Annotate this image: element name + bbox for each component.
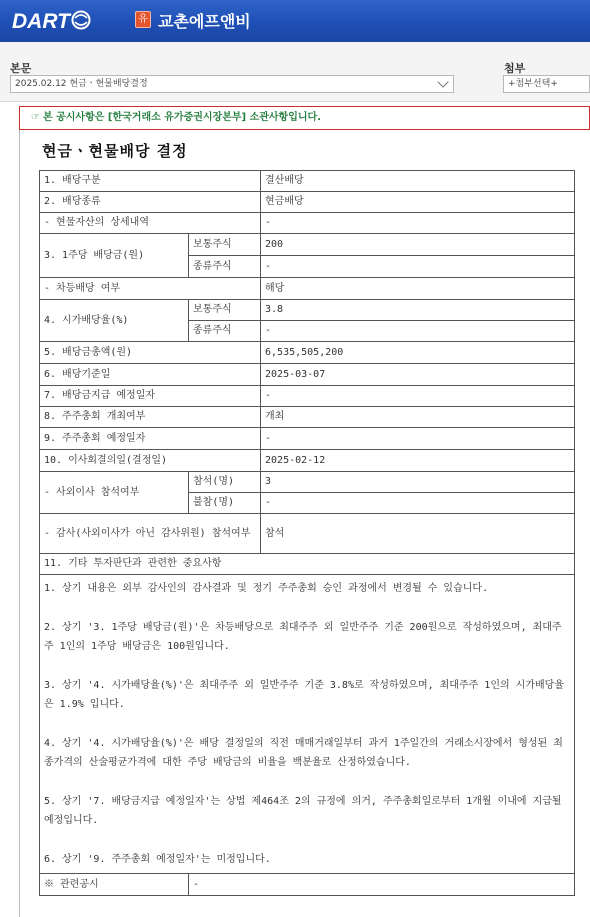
cell-value: 200 [261, 234, 575, 256]
cell-sublabel: 불참(명) [189, 493, 261, 514]
notice-text: 본 공시사항은 [한국거래소 유가증권시장본부] 소관사항입니다. [42, 112, 321, 123]
cell-label: - 사외이사 참석여부 [40, 472, 189, 514]
globe-icon [71, 10, 91, 34]
cell-value: 2025-02-12 [261, 450, 575, 472]
attachment-label: 첨부 [504, 62, 526, 75]
cell-value: - [261, 256, 575, 278]
jurisdiction-notice [19, 106, 590, 130]
cell-sublabel: 보통주식 [189, 300, 261, 321]
cell-value: - [261, 321, 575, 342]
cell-value: - [189, 874, 575, 896]
cell-label: ※ 관련공시 [40, 874, 189, 896]
cell-sublabel: 종류주식 [189, 256, 261, 278]
cell-label: 7. 배당금지급 예정일자 [40, 386, 261, 407]
cell-sublabel: 보통주식 [189, 234, 261, 256]
table-row [40, 874, 575, 896]
table-row [40, 575, 575, 874]
chevron-down-icon [437, 76, 448, 87]
cell-label: 5. 배당금총액(원) [40, 342, 261, 364]
logo-text: DART [12, 10, 70, 33]
market-badge: 유 [135, 11, 151, 28]
cell-label: 1. 배당구분 [40, 171, 261, 192]
document-title: 현금ㆍ현물배당 결정 [42, 142, 188, 160]
table-row [40, 342, 575, 364]
table-row [40, 554, 575, 575]
cell-sublabel: 종류주식 [189, 321, 261, 342]
note-paragraph: 6. 상기 '9. 주주총회 예정일자'는 미정입니다. [44, 854, 271, 865]
cell-label: - 감사(사외이사가 아닌 감사위원) 참석여부 [40, 514, 261, 554]
note-paragraph: 1. 상기 내용은 외부 감사인의 감사결과 및 정기 주주총회 승인 과정에서 변경될 수 있습니다. [44, 583, 489, 594]
cell-value: 3 [261, 472, 575, 493]
note-paragraph: 3. 상기 '4. 시가배당율(%)'은 최대주주 외 일반주주 기준 3.8%로 작성하였으며, 최대주주 1인의 시가배당율은 1.9% 입니다. [44, 680, 564, 710]
cell-sublabel: 참석(명) [189, 472, 261, 493]
main-text-label: 본문 [10, 62, 32, 75]
table-row [40, 514, 575, 554]
cell-label: 8. 주주총회 개최여부 [40, 407, 261, 428]
table-row [40, 234, 575, 256]
cell-label: 10. 이사회결의일(결정일) [40, 450, 261, 472]
cell-value: 결산배당 [261, 171, 575, 192]
cell-label: 11. 기타 투자판단과 관련한 중요사항 [40, 554, 575, 575]
cell-label: 2. 배당종류 [40, 192, 261, 213]
table-row [40, 472, 575, 493]
table-row [40, 278, 575, 300]
attachment-select[interactable] [503, 75, 590, 93]
table-row [40, 428, 575, 450]
cell-label: - 현물자산의 상세내역 [40, 213, 261, 234]
company-name: 교촌에프앤비 [158, 12, 251, 31]
cell-value: - [261, 493, 575, 514]
table-row [40, 213, 575, 234]
main-document-select-value: 2025.02.12 현금ㆍ현물배당결정 [15, 79, 148, 89]
note-paragraph: 5. 상기 '7. 배당금지급 예정일자'는 상법 제464조 2의 규정에 의거, 주주총회일로부터 1개월 이내에 지급될 예정입니다. [44, 796, 562, 826]
pointing-hand-icon: ☞ [31, 112, 40, 123]
cell-label: 4. 시가배당율(%) [40, 300, 189, 342]
cell-value: - [261, 386, 575, 407]
cell-value: 2025-03-07 [261, 364, 575, 386]
cell-value: 참석 [261, 514, 575, 554]
table-row [40, 450, 575, 472]
cell-value: - [261, 213, 575, 234]
document-viewer [0, 102, 590, 917]
table-row [40, 364, 575, 386]
table-row [40, 386, 575, 407]
cell-value: 3.8 [261, 300, 575, 321]
cell-label: 9. 주주총회 예정일자 [40, 428, 261, 450]
cell-value: 6,535,505,200 [261, 342, 575, 364]
cell-value: 개최 [261, 407, 575, 428]
attachment-select-value: +첨부선택+ [508, 79, 558, 89]
dart-logo[interactable] [12, 9, 91, 35]
note-paragraph: 2. 상기 '3. 1주당 배당금(원)'은 차등배당으로 최대주주 외 일반주주 기준 200원으로 작성하였으며, 최대주주 1인의 1주당 배당금은 100원입니다. [44, 622, 562, 652]
app-header [0, 0, 590, 42]
table-row [40, 300, 575, 321]
main-document-select[interactable] [10, 75, 454, 93]
notes-cell [40, 575, 575, 874]
cell-label: 3. 1주당 배당금(원) [40, 234, 189, 278]
document-toolbar [0, 42, 590, 102]
note-paragraph: 4. 상기 '4. 시가배당율(%)'은 배당 결정일의 직전 매매거래일부터 과거 1주일간의 거래소시장에서 형성된 최종가격의 산술평균가격에 대한 주당 배당금의 비율을 백분율로 산정하였습니다. [44, 738, 563, 768]
dividend-table [39, 170, 575, 896]
table-row [40, 171, 575, 192]
cell-value: - [261, 428, 575, 450]
cell-label: - 차등배당 여부 [40, 278, 261, 300]
cell-value: 현금배당 [261, 192, 575, 213]
table-row [40, 192, 575, 213]
disclosure-document [19, 130, 590, 917]
cell-label: 6. 배당기준일 [40, 364, 261, 386]
table-row [40, 407, 575, 428]
cell-value: 해당 [261, 278, 575, 300]
